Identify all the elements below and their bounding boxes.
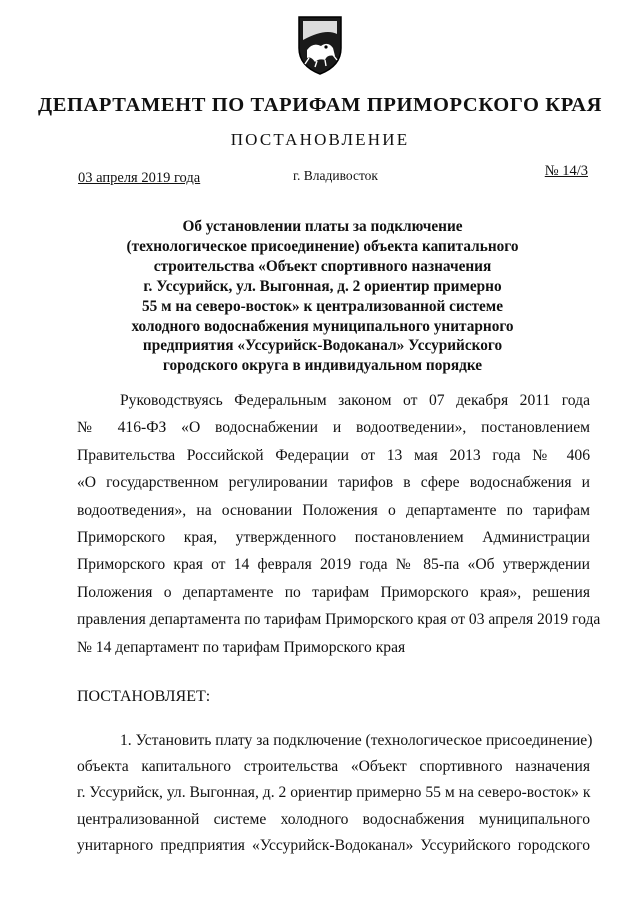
item-1-paragraph [77, 728, 593, 859]
subject-line: г. Уссурийск, ул. Выгонная, д. 2 ориентир примерно [143, 277, 502, 295]
subject-line: (технологическое присоединение) объекта капитального [126, 237, 519, 255]
preamble-line: № 14 департамент по тарифам Приморского края [77, 638, 406, 656]
preamble-line: Положения о департаменте по тарифам Приморского края», решения [77, 583, 590, 601]
subject-line: холодного водоснабжения муниципального унитарного [131, 317, 514, 335]
preamble-line: Правительства Российской Федерации от 13 мая 2013 года № 406 [77, 446, 590, 464]
decree-heading: ПОСТАНОВЛЯЕТ: [77, 688, 211, 705]
preamble-line: Приморского края от 14 февраля 2019 года № 85-па «Об утверждении [77, 556, 590, 574]
preamble-line: «О государственном регулировании тарифов в сфере водоснабжения и [77, 474, 590, 492]
department-title: ДЕПАРТАМЕНТ ПО ТАРИФАМ ПРИМОРСКОГО КРАЯ [37, 94, 603, 116]
coat-of-arms-icon [295, 14, 345, 76]
preamble-line: Руководствуясь Федеральным законом от 07 декабря 2011 года [120, 392, 590, 409]
subject-line: предприятия «Уссурийск-Водоканал» Уссурийского [142, 337, 503, 355]
item-1-line: унитарного предприятия «Уссурийск-Водоканал» Уссурийского городского [77, 836, 590, 854]
item-1-line: г. Уссурийск, ул. Выгонная, д. 2 ориентир примерно 55 м на северо-восток» к [77, 784, 591, 802]
item-1-line: объекта капитального строительства «Объект спортивного назначения [77, 758, 590, 776]
preamble-line: правления департамента по тарифам Приморского края от 03 апреля 2019 года [77, 611, 601, 629]
preamble-line: водоотведения», на основании Положения о департаменте по тарифам [77, 501, 590, 519]
preamble-paragraph [77, 387, 601, 661]
document-subject [110, 217, 535, 376]
subject-line: городского округа в индивидуальном порядке [162, 357, 483, 375]
preamble-line: № 416-ФЗ «О водоснабжении и водоотведении», постановлением [77, 419, 590, 437]
subject-line: строительства «Объект спортивного назначения [153, 257, 492, 275]
subject-line: Об установлении платы за подключение [182, 218, 463, 235]
item-1-line: централизованной системе холодного водоснабжения муниципального [77, 810, 590, 828]
document-date: 03 апреля 2019 года [78, 170, 201, 186]
document-number: № 14/3 [544, 163, 588, 179]
document-type: ПОСТАНОВЛЕНИЕ [230, 130, 410, 149]
item-1-line: 1. Установить плату за подключение (технологическое присоединение) [120, 732, 593, 749]
subject-line: 55 м на северо-восток» к централизованной системе [141, 297, 504, 315]
document-city: г. Владивосток [293, 168, 378, 183]
preamble-line: Приморского края, утвержденного постановлением Администрации [77, 529, 590, 547]
